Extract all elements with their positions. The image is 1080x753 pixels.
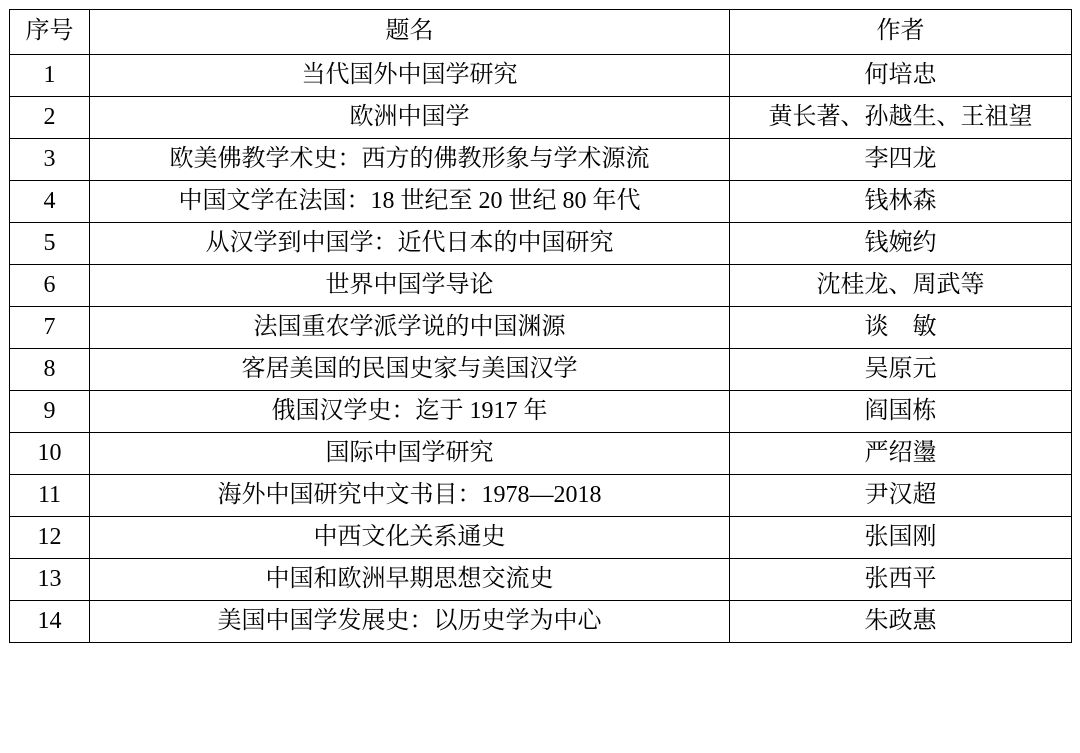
cell-author-value: 张西平 [864, 565, 937, 592]
table-row [10, 433, 1072, 475]
column-header-seq-label: 序号 [25, 18, 74, 45]
cell-title-value: 世界中国学导论 [325, 271, 494, 298]
cell-author-value: 朱政惠 [864, 607, 937, 634]
cell-title [90, 517, 730, 559]
cell-title-value: 欧美佛教学术史：西方的佛教形象与学术源流 [169, 145, 650, 172]
cell-author-value: 钱婉约 [864, 229, 937, 256]
column-header-seq [10, 10, 90, 55]
cell-seq-value: 11 [37, 481, 62, 508]
column-header-title-label: 题名 [385, 18, 434, 45]
column-header-title [90, 10, 730, 55]
cell-author-value: 阎国栋 [864, 397, 937, 424]
book-list-table [9, 9, 1072, 643]
column-header-author-label: 作者 [876, 18, 925, 45]
cell-seq-value: 7 [43, 313, 56, 340]
table-row [10, 181, 1072, 223]
table-row [10, 391, 1072, 433]
cell-seq-value: 1 [43, 61, 56, 88]
table-row [10, 517, 1072, 559]
cell-seq-value: 5 [43, 229, 56, 256]
cell-seq-value: 10 [37, 439, 62, 466]
table-row [10, 223, 1072, 265]
table-row [10, 475, 1072, 517]
table-header-row [10, 10, 1072, 55]
cell-title [90, 391, 730, 433]
cell-title-value: 美国中国学发展史：以历史学为中心 [217, 607, 602, 634]
cell-seq [10, 223, 90, 265]
cell-seq-value: 13 [37, 565, 62, 592]
cell-title-value: 欧洲中国学 [349, 103, 470, 130]
cell-seq [10, 517, 90, 559]
cell-seq [10, 475, 90, 517]
cell-title [90, 601, 730, 643]
table-row [10, 601, 1072, 643]
cell-author-value: 黄长著、孙越生、王祖望 [768, 103, 1033, 130]
cell-title [90, 475, 730, 517]
table-row [10, 139, 1072, 181]
cell-author-value: 谈 敏 [864, 313, 937, 340]
cell-author [730, 601, 1072, 643]
cell-author [730, 559, 1072, 601]
cell-title-value: 海外中国研究中文书目：1978—2018 [217, 481, 602, 508]
cell-author-value: 吴原元 [864, 355, 937, 382]
table-row [10, 559, 1072, 601]
cell-author-value: 尹汉超 [864, 481, 937, 508]
cell-author [730, 391, 1072, 433]
column-header-author [730, 10, 1072, 55]
cell-seq [10, 307, 90, 349]
cell-seq [10, 265, 90, 307]
table-row [10, 265, 1072, 307]
cell-seq-value: 14 [37, 607, 62, 634]
cell-author-value: 沈桂龙、周武等 [816, 271, 985, 298]
cell-author [730, 307, 1072, 349]
cell-title [90, 307, 730, 349]
cell-seq [10, 97, 90, 139]
cell-author [730, 265, 1072, 307]
cell-seq-value: 3 [43, 145, 56, 172]
cell-seq [10, 559, 90, 601]
cell-title [90, 181, 730, 223]
cell-title-value: 中国文学在法国：18 世纪至 20 世纪 80 年代 [178, 187, 641, 214]
cell-seq-value: 9 [43, 397, 56, 424]
cell-seq-value: 8 [43, 355, 56, 382]
cell-seq [10, 55, 90, 97]
cell-title-value: 当代国外中国学研究 [301, 61, 518, 88]
cell-title [90, 433, 730, 475]
cell-seq [10, 433, 90, 475]
cell-author [730, 223, 1072, 265]
cell-author [730, 517, 1072, 559]
cell-title-value: 中国和欧洲早期思想交流史 [265, 565, 554, 592]
cell-title-value: 客居美国的民国史家与美国汉学 [241, 355, 578, 382]
cell-title-value: 中西文化关系通史 [313, 523, 506, 550]
cell-title-value: 从汉学到中国学：近代日本的中国研究 [205, 229, 614, 256]
cell-title [90, 349, 730, 391]
cell-title-value: 国际中国学研究 [325, 439, 494, 466]
cell-title [90, 55, 730, 97]
cell-seq-value: 6 [43, 271, 56, 298]
cell-seq [10, 349, 90, 391]
cell-author [730, 97, 1072, 139]
cell-author-value: 张国刚 [864, 523, 937, 550]
cell-seq-value: 4 [43, 187, 56, 214]
cell-author-value: 何培忠 [864, 61, 937, 88]
cell-seq [10, 181, 90, 223]
table-header [10, 10, 1072, 55]
table-body [10, 55, 1072, 643]
cell-seq [10, 139, 90, 181]
cell-author [730, 55, 1072, 97]
cell-author-value: 钱林森 [864, 187, 937, 214]
table-row [10, 97, 1072, 139]
cell-author-value: 李四龙 [864, 145, 937, 172]
cell-author [730, 475, 1072, 517]
table-row [10, 349, 1072, 391]
cell-author [730, 433, 1072, 475]
table-row [10, 55, 1072, 97]
cell-author [730, 349, 1072, 391]
cell-title [90, 265, 730, 307]
cell-seq-value: 12 [37, 523, 62, 550]
cell-title [90, 97, 730, 139]
cell-seq [10, 391, 90, 433]
table-row [10, 307, 1072, 349]
cell-seq-value: 2 [43, 103, 56, 130]
cell-author [730, 181, 1072, 223]
cell-title [90, 139, 730, 181]
cell-title [90, 223, 730, 265]
cell-title-value: 法国重农学派学说的中国渊源 [253, 313, 566, 340]
cell-title [90, 559, 730, 601]
cell-author [730, 139, 1072, 181]
cell-seq [10, 601, 90, 643]
cell-title-value: 俄国汉学史：迄于 1917 年 [271, 397, 548, 424]
cell-author-value: 严绍璗 [864, 439, 937, 466]
